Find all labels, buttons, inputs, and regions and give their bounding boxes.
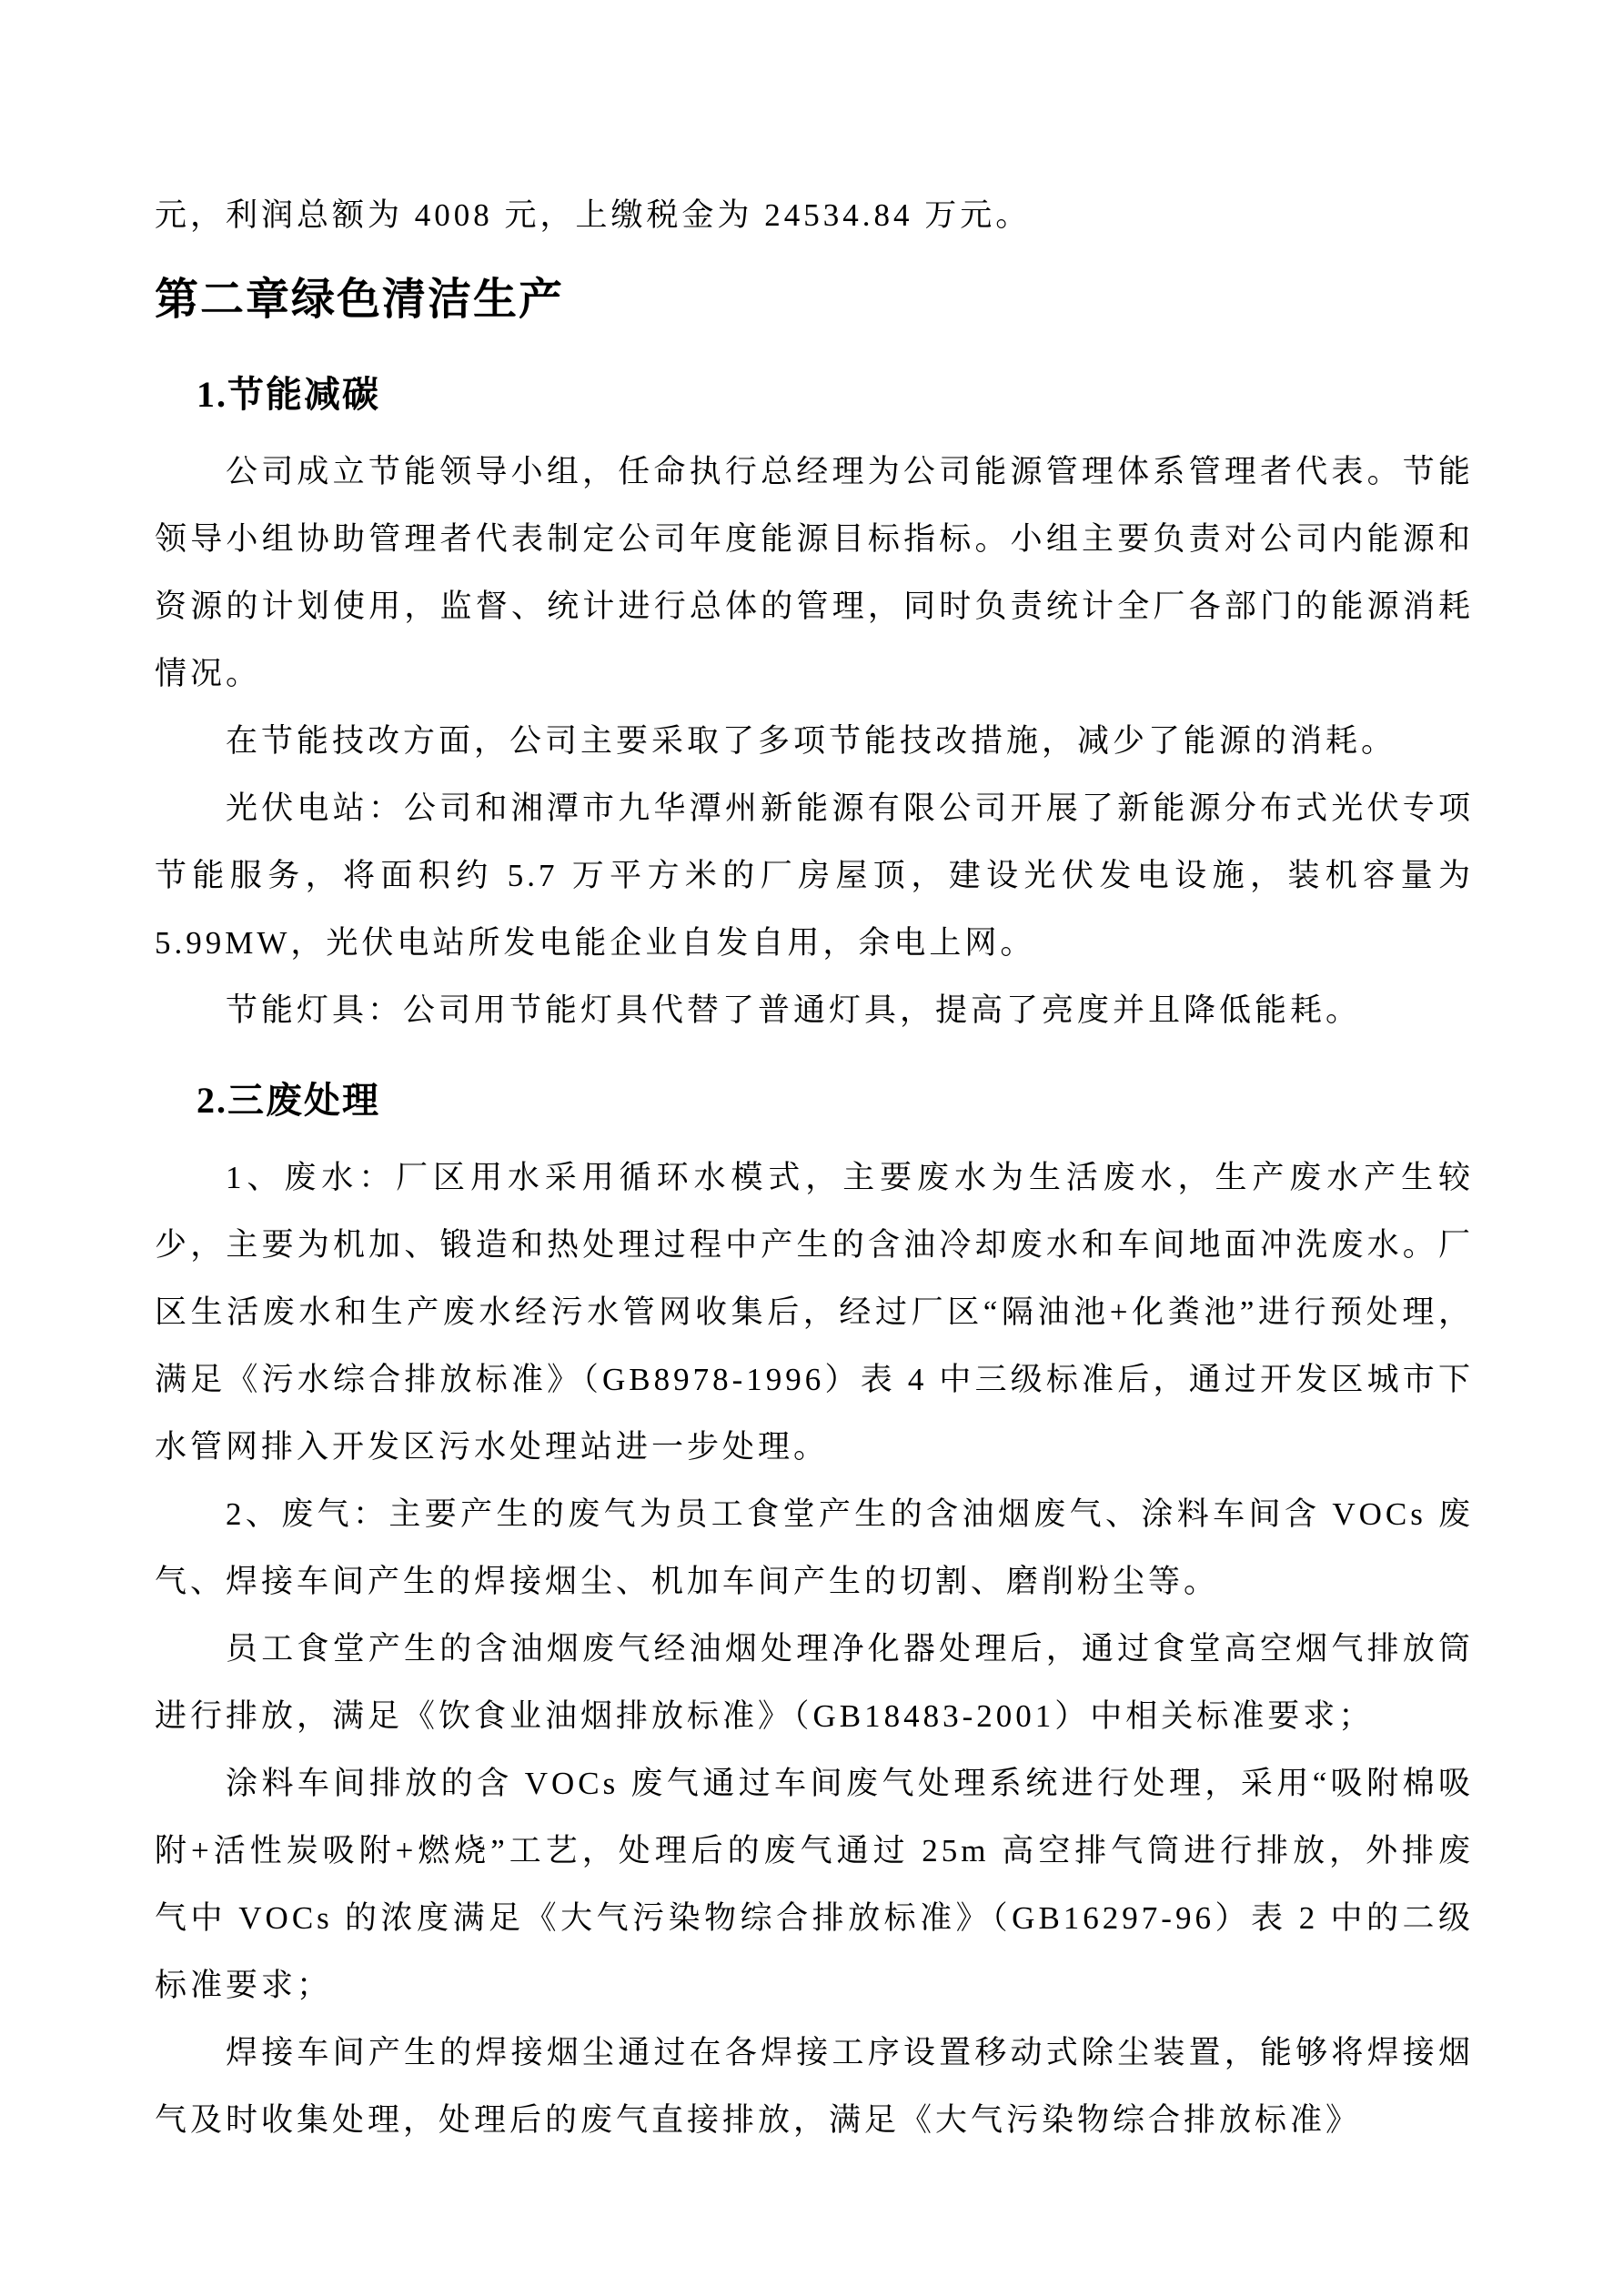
paragraph-vocs-treatment: 涂料车间排放的含 VOCs 废气通过车间废气处理系统进行处理，采用“吸附棉吸附+活性炭吸附+燃烧”工艺，处理后的废气通过 25m 高空排气筒进行排放，外排废气中 VOCs 的浓度满足《大气污染物综合排放标准》（GB16297-96）表 2 中的二级标准要求； [155,1766,1474,2003]
paragraph-energy-retrofit: 在节能技改方面，公司主要采取了多项节能技改措施，减少了能源的消耗。 [226,723,1397,759]
paragraph-photovoltaic-station: 光伏电站：公司和湘潭市九华潭州新能源有限公司开展了新能源分布式光伏专项节能服务，将面积约 5.7 万平方米的厂房屋顶，建设光伏发电设施，装机容量为 5.99MW，光伏电站所发电能企业自发自用，余电上网。 [155,791,1474,961]
paragraph-welding-dust: 焊接车间产生的焊接烟尘通过在各焊接工序设置移动式除尘装置，能够将焊接烟气及时收集处理，处理后的废气直接排放，满足《大气污染物综合排放标准》 [155,2035,1474,2138]
paragraph-canteen-fume: 员工食堂产生的含油烟废气经油烟处理净化器处理后，通过食堂高空烟气排放筒进行排放，满足《饮食业油烟排放标准》（GB18483-2001）中相关标准要求； [155,1631,1474,1734]
section-heading-three-wastes: 2.三废处理 [197,1080,380,1121]
paragraph-energy-saving-lamps: 节能灯具：公司用节能灯具代替了普通灯具，提高了亮度并且降低能耗。 [226,992,1362,1028]
paragraph-waste-gas-overview: 2、废气：主要产生的废气为员工食堂产生的含油烟废气、涂料车间含 VOCs 废气、焊接车间产生的焊接烟尘、机加车间产生的切割、磨削粉尘等。 [155,1496,1474,1599]
paragraph-energy-team: 公司成立节能领导小组，任命执行总经理为公司能源管理体系管理者代表。节能领导小组协助管理者代表制定公司年度能源目标指标。小组主要负责对公司内能源和资源的计划使用，监督、统计进行总体的管理，同时负责统计全厂各部门的能源消耗情况。 [155,454,1474,691]
paragraph-wastewater: 1、废水：厂区用水采用循环水模式，主要废水为生活废水，生产废水产生较少，主要为机加、锻造和热处理过程中产生的含油冷却废水和车间地面冲洗废水。厂区生活废水和生产废水经污水管网收集后，经过厂区“隔油池+化粪池”进行预处理，满足《污水综合排放标准》（GB8978-1996）表 4 中三级标准后，通过开发区城市下水管网排入开发区污水处理站进一步处理。 [155,1160,1474,1465]
document-body [155,182,1474,2154]
continuation-paragraph: 元，利润总额为 4008 元，上缴税金为 24534.84 万元。 [155,197,1032,233]
chapter-heading: 第二章绿色清洁生产 [155,276,565,324]
section-heading-energy-saving: 1.节能减碳 [197,374,380,415]
